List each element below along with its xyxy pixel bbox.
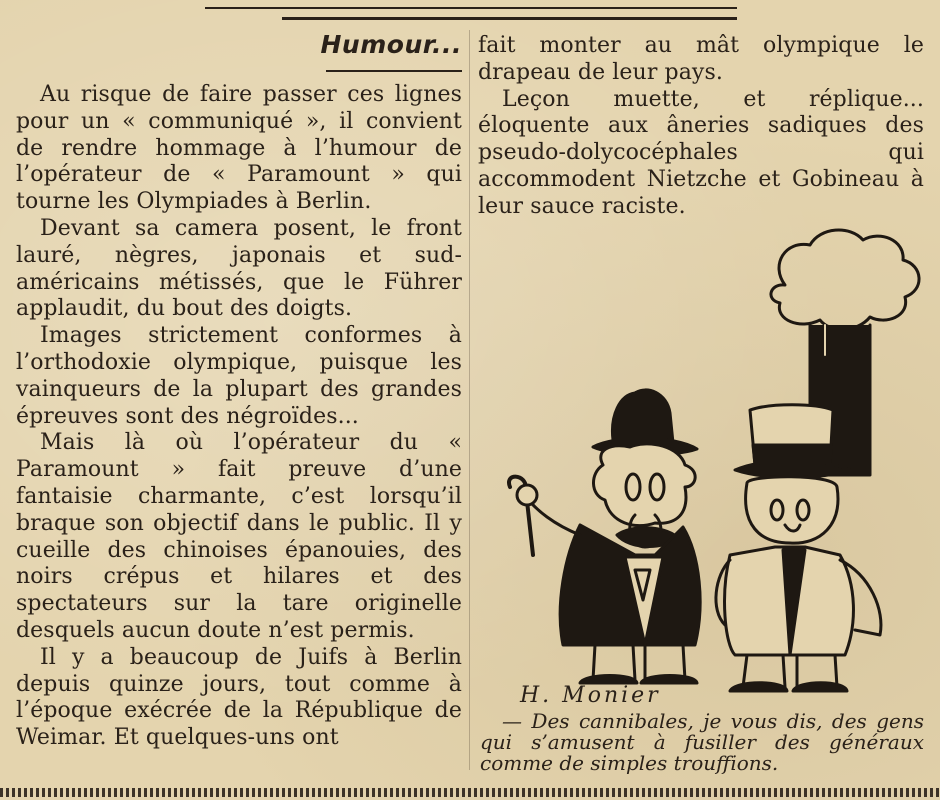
cartoon-caption: — Des cannibales, je vous dis, des gens qui s’amusent à fusiller des généraux comme de simples trouffions. [480,709,924,775]
smoke-cloud [771,230,919,329]
paragraph: fait monter au mât olympique le drapeau de leur pays. [478,33,924,85]
artist-signature: H. Monier [520,683,661,708]
left-character [509,390,700,683]
right-column-text [478,33,924,221]
column-divider [469,30,470,770]
right-column [478,33,924,221]
top-rule-thick [282,17,737,20]
left-column-text [16,82,462,752]
paragraph: Au risque de faire passer ces lignes pour un « communiqué », il convient de rendre hommage à l’humour de l’opérateur de « Paramount » qui tourne les Olympiades à Berlin. [16,82,462,215]
paragraph: Il y a beaucoup de Juifs à Berlin depuis quinze jours, tout comme à l’époque exécrée de la République de Weimar. Et quelques-uns ont [16,644,462,751]
paragraph: Devant sa camera posent, le front lauré, nègres, japonais et sud-américains métissés, que le Führer applaudit, du bout des doigts. [16,215,462,322]
cartoon-illustration [485,225,925,735]
heading-underline [326,70,462,72]
paragraph: Mais là où l’opérateur du « Paramount » fait preuve d’une fantaisie charmante, c’est lorsqu’il braque son objectif dans le public. Il y cueille des chinoises épanouies, des noirs crépus et hilares et des spectateurs sur la tare originelle desquels aucun doute n’est permis. [16,430,462,643]
paragraph: Leçon muette, et réplique... éloquente aux âneries sadiques des pseudo-dolycocéphales qui accommodent Nietzche et Gobineau à leur sauce raciste. [478,86,924,219]
top-rule-thin [205,7,737,9]
page-edge-perforation [0,788,940,797]
heading-row [16,26,462,70]
article-heading: Humour... [320,30,462,59]
paragraph: Images strictement conformes à l’orthodoxie olympique, puisque les vainqueurs de la plupart des grandes épreuves sont des négroïdes... [16,323,462,429]
left-column [16,26,462,752]
